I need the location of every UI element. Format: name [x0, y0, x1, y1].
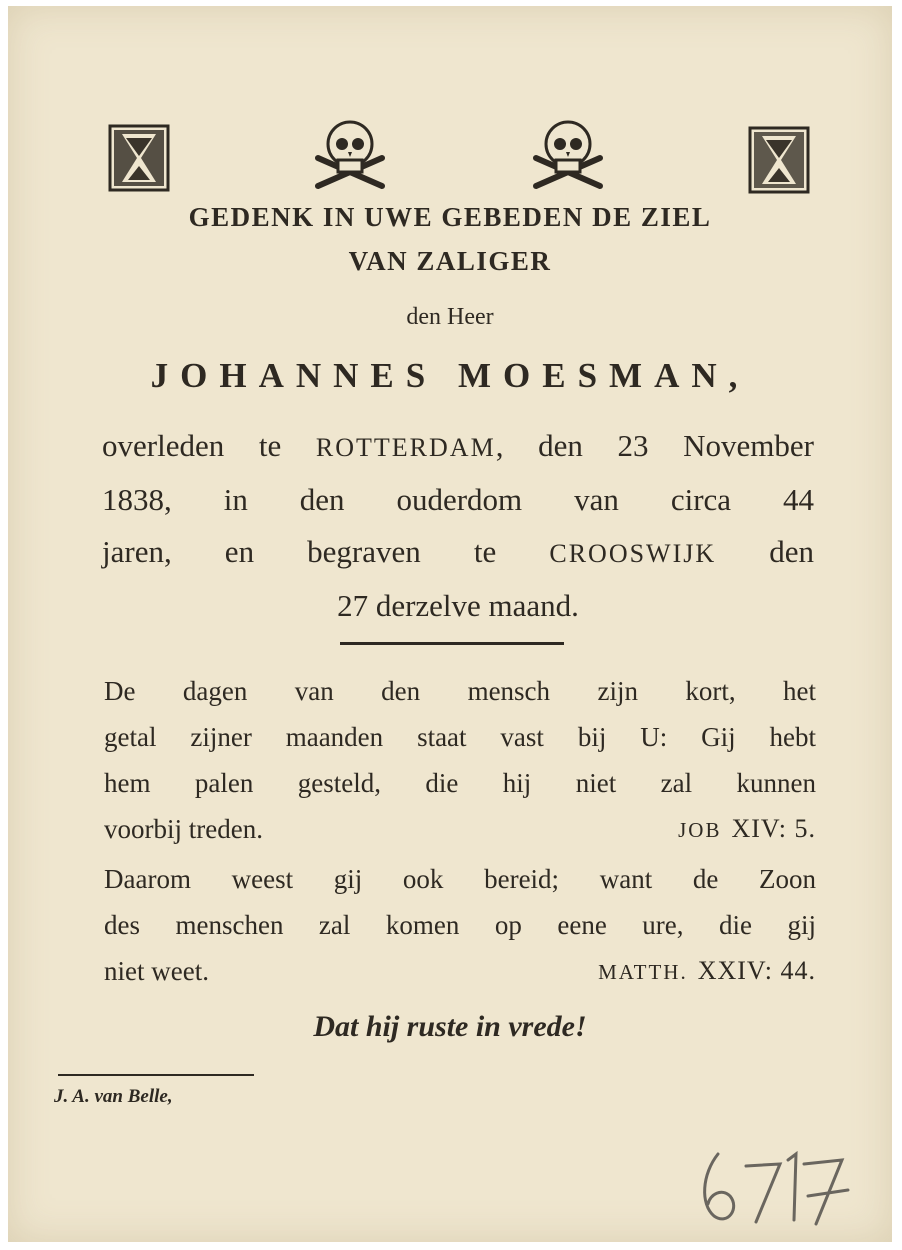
ornament-row — [8, 116, 892, 196]
skull-crossbones-icon — [308, 116, 392, 192]
deceased-name: JOHANNES MOESMAN, — [150, 356, 750, 395]
place-death: ROTTERDAM — [315, 433, 496, 462]
verse-reference: JOB XIV: 5. — [678, 814, 816, 843]
verse-line: getal zijner maanden staat vast bij U: Gij hebt — [104, 722, 816, 752]
verse-matthew — [104, 856, 816, 995]
verse-line: des menschen zal komen op eene ure, die gij — [104, 910, 816, 940]
heading-line-2: VAN ZALIGER — [348, 246, 552, 276]
memorial-card — [8, 6, 892, 1242]
printer-rule — [58, 1074, 254, 1076]
place-burial: CROOSWIJK — [549, 539, 717, 568]
skull-crossbones-icon — [526, 116, 610, 192]
handwritten-number-drawing — [696, 1144, 856, 1230]
verse-job — [104, 668, 816, 853]
verse-line: niet weet. MATTH. XXIV: 44. — [104, 948, 816, 994]
verse-line: De dagen van den mensch zijn kort, het — [104, 676, 816, 706]
obituary-text — [102, 420, 814, 632]
obituary-line-1: overleden te ROTTERDAM, den 23 November — [102, 428, 814, 463]
verse-line: voorbij treden. JOB XIV: 5. — [104, 806, 816, 852]
hourglass-ornament-icon — [108, 124, 170, 192]
verse-line: Daarom weest gij ook bereid; want de Zoon — [104, 864, 816, 894]
obituary-line-3: jaren, en begraven te CROOSWIJK den — [102, 534, 815, 569]
hourglass-ornament-icon — [748, 126, 810, 194]
handwritten-number — [696, 1144, 856, 1234]
divider-rule — [340, 642, 564, 645]
printer-imprint: J. A. van Belle, — [54, 1086, 173, 1107]
obituary-line-2: 1838, in den ouderdom van circa 44 — [102, 482, 814, 517]
heading-line-1: GEDENK IN UWE GEBEDEN DE ZIEL — [188, 202, 712, 232]
verse-line: hem palen gesteld, die hij niet zal kunnen — [104, 768, 816, 798]
verse-reference: MATTH. XXIV: 44. — [598, 956, 816, 985]
title-prefix: den Heer — [406, 304, 494, 330]
obituary-line-4: 27 derzelve maand. — [337, 588, 579, 623]
closing-motto: Dat hij ruste in vrede! — [313, 1010, 587, 1043]
